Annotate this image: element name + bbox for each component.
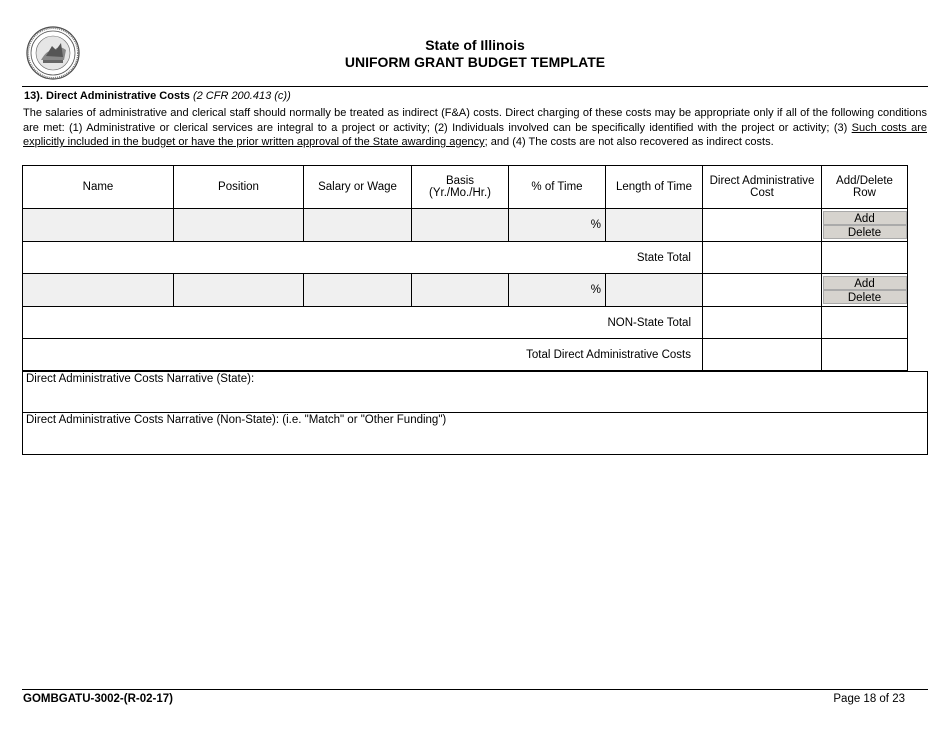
- narrative-non-state-label: Direct Administrative Costs Narrative (Non-State): (i.e. "Match" or "Other Funding"): [26, 414, 447, 426]
- narrative-non-state-field[interactable]: [22, 413, 928, 455]
- grand-total-spacer: [822, 339, 908, 371]
- state-entry-row: [23, 209, 908, 242]
- non-state-length-input[interactable]: [606, 274, 703, 307]
- col-header-name: Name: [23, 166, 174, 209]
- narrative-state-field[interactable]: [22, 371, 928, 413]
- state-salary-input[interactable]: [304, 209, 412, 242]
- non-state-direct-cost-cell: [703, 274, 822, 307]
- col-header-pct-time: % of Time: [509, 166, 606, 209]
- grand-total-value: [703, 339, 822, 371]
- col-header-length: Length of Time: [606, 166, 703, 209]
- col-header-salary: Salary or Wage: [304, 166, 412, 209]
- direct-admin-costs-table: [22, 165, 908, 371]
- form-id: GOMBGATU-3002-(R-02-17): [23, 693, 173, 705]
- state-add-row-button[interactable]: Add: [823, 211, 907, 225]
- intro-text-2: ; and (4) The costs are not also recovered as indirect costs.: [484, 136, 774, 148]
- state-total-row: [23, 242, 908, 274]
- footer-divider: [22, 689, 928, 690]
- non-state-basis-input[interactable]: [412, 274, 509, 307]
- non-state-add-row-button[interactable]: Add: [823, 276, 907, 290]
- state-total-value: [703, 242, 822, 274]
- narrative-state-label: Direct Administrative Costs Narrative (State):: [26, 373, 255, 385]
- non-state-position-input[interactable]: [174, 274, 304, 307]
- col-header-position: Position: [174, 166, 304, 209]
- non-state-total-row: [23, 307, 908, 339]
- col-header-basis: Basis (Yr./Mo./Hr.): [412, 166, 509, 209]
- state-position-input[interactable]: [174, 209, 304, 242]
- state-length-input[interactable]: [606, 209, 703, 242]
- percent-sign: %: [590, 219, 601, 231]
- intro-text-underlined: Such costs are explicitly included in the budget or have the prior written approval of the State awarding agency: [23, 121, 927, 148]
- state-delete-row-button[interactable]: Delete: [823, 225, 907, 239]
- page-number: Page 18 of 23: [833, 693, 905, 705]
- section-title-text: 13). Direct Administrative Costs: [24, 90, 190, 102]
- state-total-label: State Total: [23, 242, 703, 274]
- table-header-row: [23, 166, 908, 209]
- header-state: State of Illinois: [425, 37, 525, 53]
- section-title: [24, 90, 291, 102]
- header-title: UNIFORM GRANT BUDGET TEMPLATE: [344, 54, 606, 70]
- state-total-spacer: [822, 242, 908, 274]
- state-add-delete-cell: [822, 209, 908, 242]
- non-state-delete-row-button[interactable]: Delete: [823, 290, 907, 304]
- non-state-total-label: NON-State Total: [23, 307, 703, 339]
- section-citation: (2 CFR 200.413 (c)): [192, 90, 291, 102]
- non-state-entry-row: [23, 274, 908, 307]
- state-direct-cost-cell: [703, 209, 822, 242]
- grand-total-row: [23, 339, 908, 371]
- state-pct-time-input[interactable]: [509, 209, 606, 242]
- non-state-total-spacer: [822, 307, 908, 339]
- section-intro: [23, 106, 927, 150]
- col-header-add-delete: Add/Delete Row: [822, 166, 908, 209]
- state-name-input[interactable]: [23, 209, 174, 242]
- state-basis-input[interactable]: [412, 209, 509, 242]
- grand-total-label: Total Direct Administrative Costs: [23, 339, 703, 371]
- non-state-name-input[interactable]: [23, 274, 174, 307]
- state-seal-logo: [26, 26, 80, 80]
- col-header-direct-cost: Direct Administrative Cost: [703, 166, 822, 209]
- percent-sign: %: [590, 284, 601, 296]
- header-divider: [22, 86, 928, 87]
- non-state-total-value: [703, 307, 822, 339]
- non-state-pct-time-input[interactable]: [509, 274, 606, 307]
- non-state-salary-input[interactable]: [304, 274, 412, 307]
- non-state-add-delete-cell: [822, 274, 908, 307]
- intro-text-1: The salaries of administrative and clerical staff should normally be treated as indirect (F&A) costs. Direct charging of these costs may be appropriate only if all of the following conditions are met: (1) Administrative or clerical services are integral to a project or activity; (2) Individuals involved can be specifically identified with the project or activity; (3): [23, 107, 927, 134]
